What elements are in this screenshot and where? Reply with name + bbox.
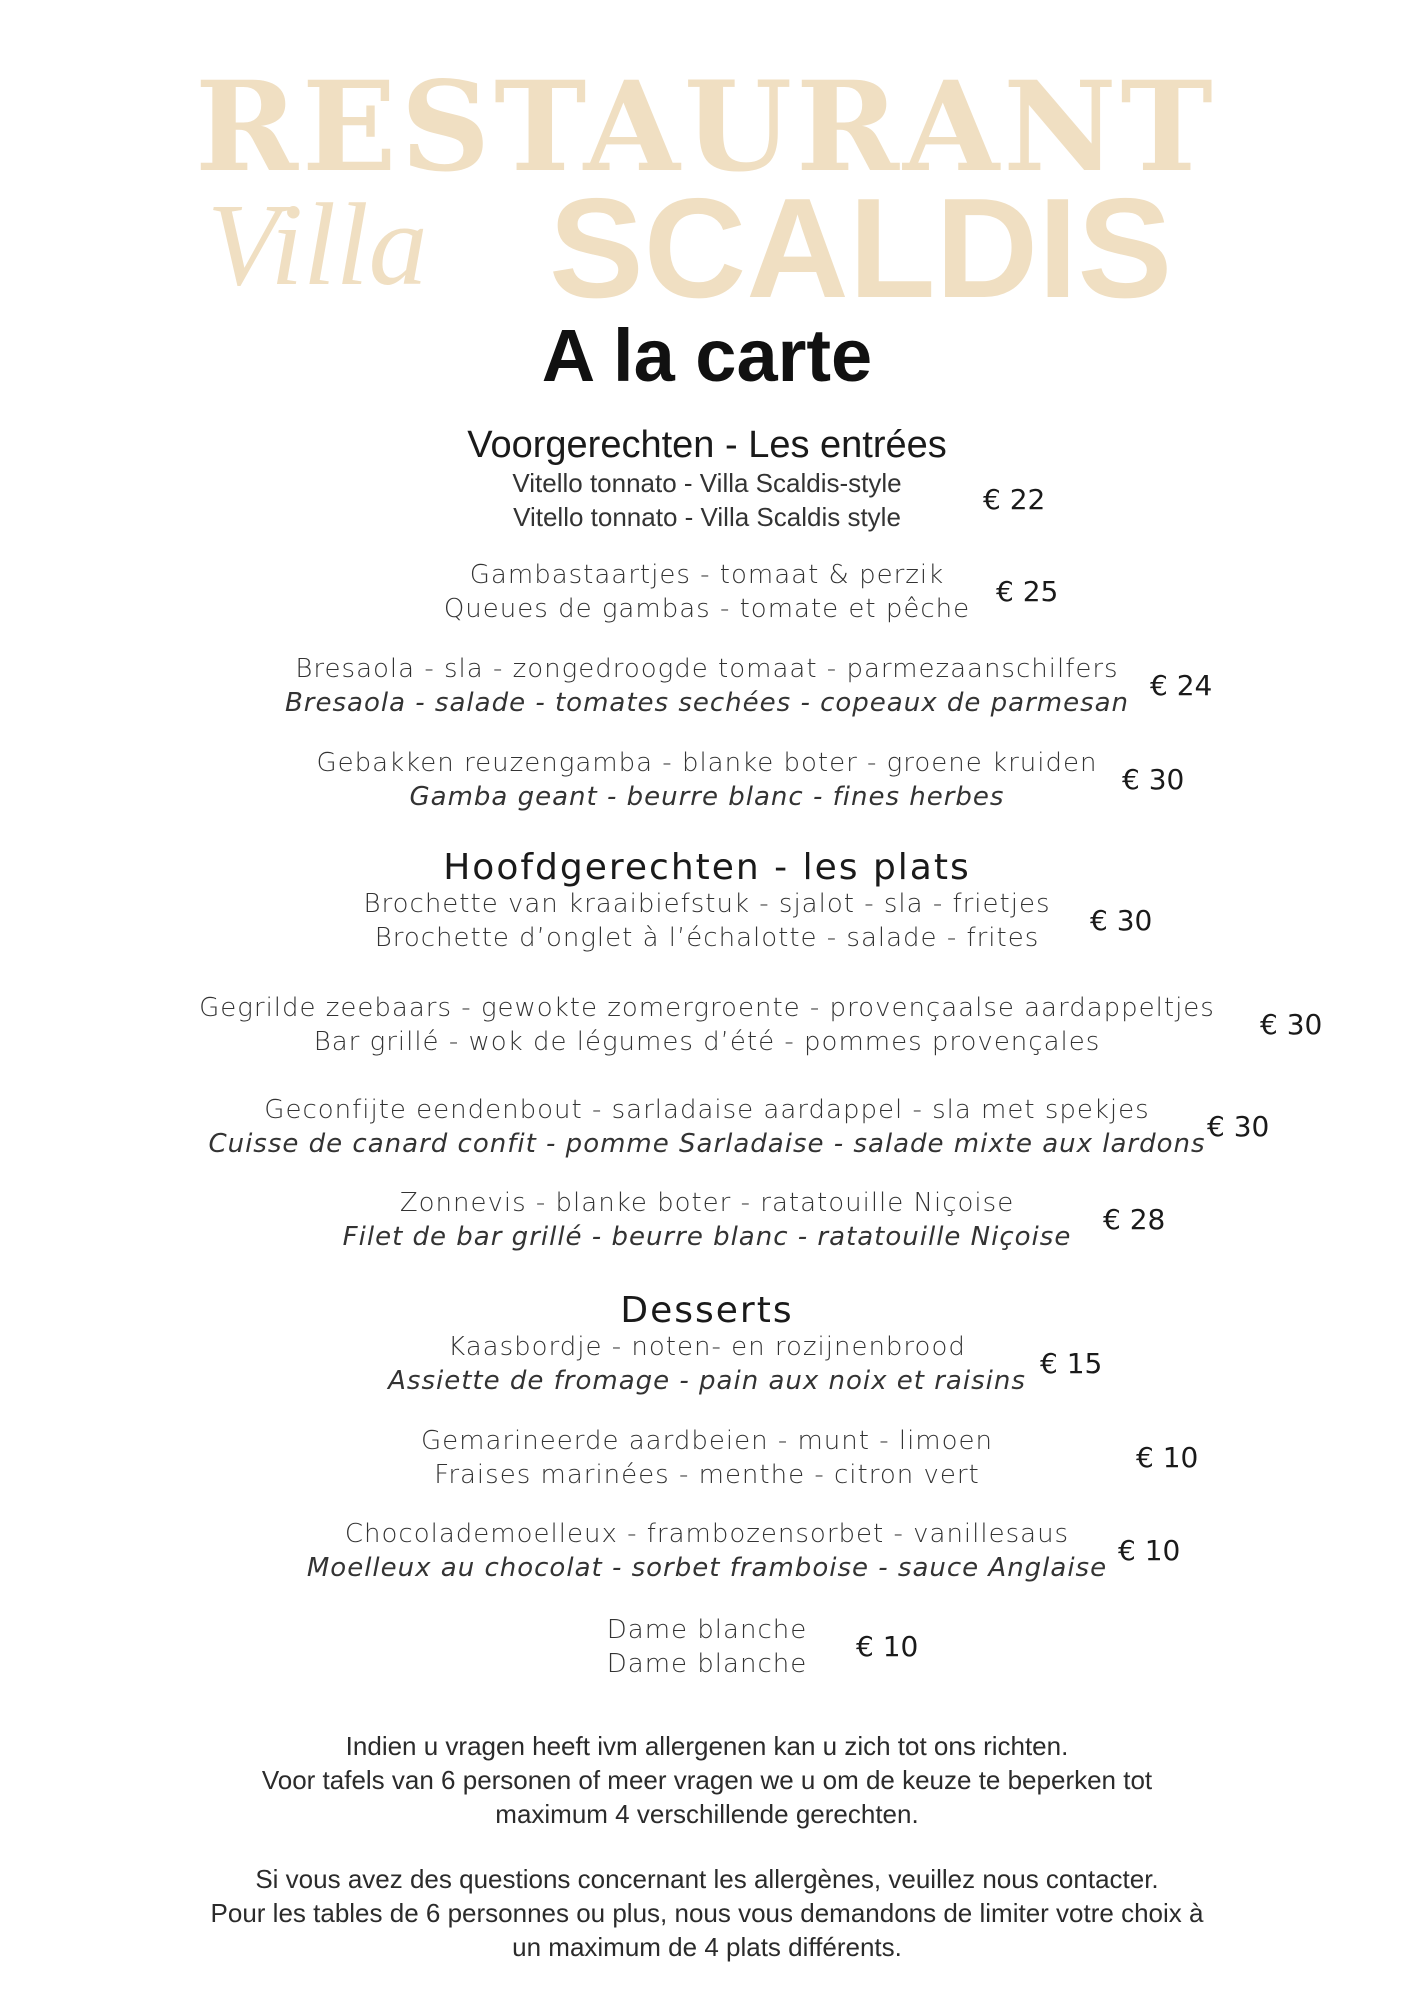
menu-item-price: € 30 — [1207, 1110, 1270, 1143]
menu-item-name-fr: Brochette d’onglet à l’échalotte - salade - frites — [374, 923, 1040, 953]
menu-item-name-fr: Vitello tonnato - Villa Scaldis style — [513, 502, 901, 532]
note-line: Voor tafels van 6 personen of meer vragen we u om de keuze te beperken tot — [261, 1765, 1153, 1795]
note-line: Pour les tables de 6 personnes ou plus, nous vous demandons de limiter votre choix à — [210, 1898, 1204, 1928]
restaurant-logo — [0, 0, 1414, 328]
menu-item-price: € 28 — [1103, 1203, 1166, 1236]
menu-item-name-fr: Filet de bar grillé - beurre blanc - ratatouille Niçoise — [342, 1222, 1072, 1252]
note-line: Si vous avez des questions concernant les allergènes, veuillez nous contacter. — [255, 1864, 1159, 1894]
section-heading-mains: Hoofdgerechten - les plats — [443, 847, 971, 888]
section-heading-starters: Voorgerechten - Les entrées — [467, 424, 947, 466]
menu-item-name-nl: Gebakken reuzengamba - blanke boter - groene kruiden — [316, 748, 1098, 778]
menu-item-price: € 30 — [1090, 904, 1153, 937]
logo-villa-word: Villa — [207, 179, 428, 310]
menu-item-name-fr: Queues de gambas - tomate et pêche — [443, 594, 971, 624]
menu-item-name-fr: Dame blanche — [606, 1649, 808, 1679]
menu-item-price: € 10 — [1136, 1441, 1199, 1474]
menu-item-name-fr: Gamba geant - beurre blanc - fines herbes — [409, 782, 1005, 812]
menu-item-name-nl: Kaasbordje - noten- en rozijnenbrood — [448, 1332, 966, 1362]
section-heading-desserts: Desserts — [620, 1290, 794, 1331]
menu-item-name-nl: Bresaola - sla - zongedroogde tomaat - parmezaanschilfers — [295, 654, 1119, 684]
menu-item-name-fr: Moelleux au chocolat - sorbet framboise - sauce Anglaise — [306, 1553, 1108, 1583]
allergen-note-nl — [0, 1729, 1414, 1831]
note-line: Indien u vragen heeft ivm allergenen kan u zich tot ons richten. — [345, 1731, 1069, 1761]
menu-item-name-nl: Gemarineerde aardbeien - munt - limoen — [420, 1426, 994, 1456]
menu-item-name-nl: Vitello tonnato - Villa Scaldis-style — [512, 468, 902, 498]
menu-item-price: € 15 — [1040, 1347, 1103, 1380]
menu-item-name-nl: Geconfijte eendenbout - sarladaise aardappel - sla met spekjes — [264, 1095, 1150, 1125]
menu-item-name-fr: Bar grillé - wok de légumes d’été - pommes provençales — [313, 1027, 1101, 1057]
menu-item-name-nl: Zonnevis - blanke boter - ratatouille Niçoise — [399, 1188, 1015, 1218]
menu-item-name-fr: Assiette de fromage - pain aux noix et raisins — [388, 1366, 1026, 1396]
allergen-note-fr — [0, 1862, 1414, 1964]
logo-scaldis-word: SCALDIS — [549, 169, 1173, 328]
menu-item-name-nl: Chocolademoelleux - frambozensorbet - vanillesaus — [344, 1519, 1070, 1549]
note-line: un maximum de 4 plats différents. — [512, 1932, 902, 1962]
menu-item-price: € 10 — [856, 1630, 919, 1663]
menu-item-name-nl: Dame blanche — [606, 1615, 808, 1645]
menu-item-name-fr: Fraises marinées - menthe - citron vert — [434, 1460, 980, 1490]
menu-item-price: € 22 — [983, 483, 1046, 516]
menu-item-name-fr: Cuisse de canard confit - pomme Sarladaise - salade mixte aux lardons — [208, 1129, 1206, 1159]
menu-item-name-nl: Gambastaartjes - tomaat & perzik — [469, 560, 945, 590]
menu-item-price: € 25 — [996, 575, 1059, 608]
menu-item-name-nl: Brochette van kraaibiefstuk - sjalot - sla - frietjes — [363, 889, 1051, 919]
note-line: maximum 4 verschillende gerechten. — [495, 1799, 919, 1829]
logo-restaurant-word: RESTAURANT — [195, 55, 1217, 200]
page-title: A la carte — [541, 314, 873, 397]
menu-item-price: € 30 — [1260, 1008, 1323, 1041]
menu-item-price: € 10 — [1118, 1534, 1181, 1567]
menu-item-name-fr: Bresaola - salade - tomates sechées - copeaux de parmesan — [284, 688, 1130, 718]
menu-item-price: € 24 — [1150, 669, 1213, 702]
menu-item-name-nl: Gegrilde zeebaars - gewokte zomergroente - provençaalse aardappeltjes — [199, 993, 1215, 1023]
menu-item-price: € 30 — [1122, 763, 1185, 796]
